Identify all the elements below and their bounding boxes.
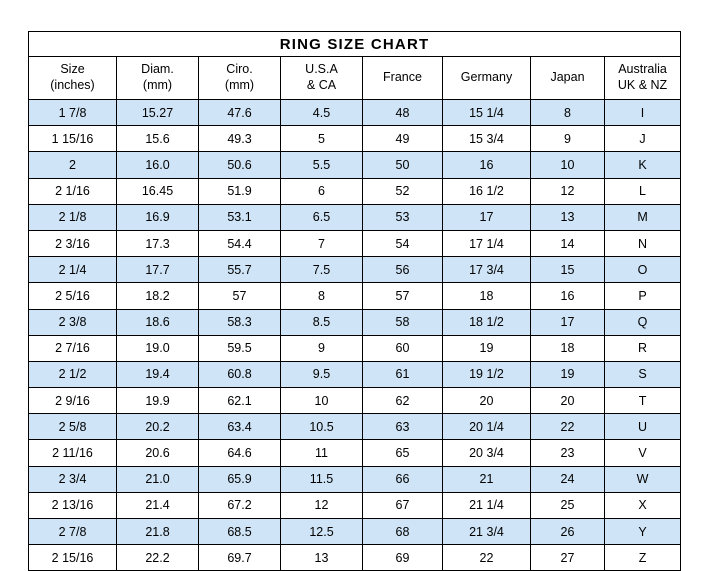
cell-circumference: 65.9 — [199, 466, 281, 492]
cell-japan: 20 — [531, 388, 605, 414]
cell-usa-ca: 9 — [281, 335, 363, 361]
table-title-row — [29, 32, 681, 57]
cell-circumference: 67.2 — [199, 492, 281, 518]
cell-usa-ca: 11 — [281, 440, 363, 466]
cell-diameter: 19.9 — [117, 388, 199, 414]
column-header-circumference-line2: (mm) — [224, 78, 255, 92]
cell-france: 67 — [363, 492, 443, 518]
ring-size-table — [28, 31, 681, 571]
cell-size: 2 — [29, 152, 117, 178]
cell-usa-ca: 6 — [281, 178, 363, 204]
cell-germany: 15 1/4 — [443, 100, 531, 126]
cell-diameter: 19.4 — [117, 361, 199, 387]
cell-diameter: 16.9 — [117, 204, 199, 230]
table-row — [29, 466, 681, 492]
table-row — [29, 388, 681, 414]
table-row — [29, 257, 681, 283]
cell-australia-uk-nz: S — [605, 361, 681, 387]
table-row — [29, 230, 681, 256]
cell-australia-uk-nz: Z — [605, 545, 681, 571]
cell-size: 2 1/16 — [29, 178, 117, 204]
cell-japan: 12 — [531, 178, 605, 204]
cell-circumference: 58.3 — [199, 309, 281, 335]
cell-diameter: 22.2 — [117, 545, 199, 571]
cell-france: 58 — [363, 309, 443, 335]
cell-usa-ca: 4.5 — [281, 100, 363, 126]
cell-circumference: 69.7 — [199, 545, 281, 571]
cell-diameter: 20.2 — [117, 414, 199, 440]
cell-japan: 24 — [531, 466, 605, 492]
cell-diameter: 21.0 — [117, 466, 199, 492]
cell-japan: 25 — [531, 492, 605, 518]
cell-france: 52 — [363, 178, 443, 204]
cell-japan: 19 — [531, 361, 605, 387]
cell-australia-uk-nz: V — [605, 440, 681, 466]
cell-germany: 19 — [443, 335, 531, 361]
cell-circumference: 57 — [199, 283, 281, 309]
table-row — [29, 361, 681, 387]
cell-circumference: 53.1 — [199, 204, 281, 230]
cell-france: 48 — [363, 100, 443, 126]
cell-circumference: 50.6 — [199, 152, 281, 178]
cell-circumference: 47.6 — [199, 100, 281, 126]
cell-diameter: 20.6 — [117, 440, 199, 466]
cell-france: 66 — [363, 466, 443, 492]
cell-size: 2 7/16 — [29, 335, 117, 361]
cell-australia-uk-nz: Q — [605, 309, 681, 335]
cell-usa-ca: 10 — [281, 388, 363, 414]
cell-australia-uk-nz: X — [605, 492, 681, 518]
table-row — [29, 283, 681, 309]
cell-japan: 9 — [531, 126, 605, 152]
cell-australia-uk-nz: N — [605, 230, 681, 256]
cell-usa-ca: 12.5 — [281, 519, 363, 545]
cell-germany: 17 1/4 — [443, 230, 531, 256]
column-header-diameter — [117, 57, 199, 100]
cell-australia-uk-nz: M — [605, 204, 681, 230]
chart-title: RING SIZE CHART — [29, 32, 681, 57]
column-header-usa-ca-line2: & CA — [306, 78, 337, 92]
cell-usa-ca: 6.5 — [281, 204, 363, 230]
cell-japan: 15 — [531, 257, 605, 283]
cell-size: 2 5/8 — [29, 414, 117, 440]
cell-australia-uk-nz: U — [605, 414, 681, 440]
table-row — [29, 492, 681, 518]
cell-circumference: 64.6 — [199, 440, 281, 466]
cell-france: 60 — [363, 335, 443, 361]
cell-japan: 27 — [531, 545, 605, 571]
cell-japan: 22 — [531, 414, 605, 440]
cell-size: 2 1/4 — [29, 257, 117, 283]
cell-diameter: 21.8 — [117, 519, 199, 545]
cell-size: 2 1/2 — [29, 361, 117, 387]
table-row — [29, 335, 681, 361]
cell-size: 1 15/16 — [29, 126, 117, 152]
table-row — [29, 152, 681, 178]
column-header-germany-line1: Germany — [460, 70, 513, 85]
cell-australia-uk-nz: W — [605, 466, 681, 492]
cell-size: 2 5/16 — [29, 283, 117, 309]
cell-size: 2 11/16 — [29, 440, 117, 466]
cell-germany: 21 — [443, 466, 531, 492]
cell-usa-ca: 9.5 — [281, 361, 363, 387]
cell-usa-ca: 12 — [281, 492, 363, 518]
cell-usa-ca: 10.5 — [281, 414, 363, 440]
cell-germany: 17 3/4 — [443, 257, 531, 283]
cell-size: 2 7/8 — [29, 519, 117, 545]
column-header-australia-line2: UK & NZ — [617, 78, 668, 92]
cell-diameter: 15.6 — [117, 126, 199, 152]
table-row — [29, 519, 681, 545]
cell-diameter: 17.3 — [117, 230, 199, 256]
cell-germany: 18 — [443, 283, 531, 309]
cell-france: 50 — [363, 152, 443, 178]
cell-australia-uk-nz: P — [605, 283, 681, 309]
cell-diameter: 18.2 — [117, 283, 199, 309]
cell-australia-uk-nz: K — [605, 152, 681, 178]
cell-japan: 8 — [531, 100, 605, 126]
cell-circumference: 51.9 — [199, 178, 281, 204]
column-header-france — [363, 57, 443, 100]
cell-germany: 22 — [443, 545, 531, 571]
ring-size-chart — [28, 31, 680, 565]
cell-diameter: 18.6 — [117, 309, 199, 335]
cell-australia-uk-nz: Y — [605, 519, 681, 545]
table-row — [29, 309, 681, 335]
cell-france: 49 — [363, 126, 443, 152]
table-row — [29, 178, 681, 204]
cell-diameter: 17.7 — [117, 257, 199, 283]
cell-usa-ca: 5.5 — [281, 152, 363, 178]
cell-japan: 26 — [531, 519, 605, 545]
cell-size: 2 15/16 — [29, 545, 117, 571]
cell-france: 56 — [363, 257, 443, 283]
cell-diameter: 16.45 — [117, 178, 199, 204]
cell-japan: 14 — [531, 230, 605, 256]
column-header-size-line2: (inches) — [50, 78, 95, 92]
cell-usa-ca: 8 — [281, 283, 363, 309]
cell-usa-ca: 8.5 — [281, 309, 363, 335]
column-header-australia-line1: Australia — [618, 62, 667, 77]
column-header-japan-line1: Japan — [550, 70, 585, 85]
cell-japan: 18 — [531, 335, 605, 361]
cell-france: 62 — [363, 388, 443, 414]
cell-usa-ca: 5 — [281, 126, 363, 152]
column-header-size-line1: Size — [60, 62, 85, 77]
column-header-circumference-line1: Ciro. — [226, 62, 253, 77]
cell-australia-uk-nz: T — [605, 388, 681, 414]
cell-germany: 18 1/2 — [443, 309, 531, 335]
cell-usa-ca: 13 — [281, 545, 363, 571]
cell-australia-uk-nz: J — [605, 126, 681, 152]
column-header-germany — [443, 57, 531, 100]
cell-circumference: 49.3 — [199, 126, 281, 152]
cell-japan: 13 — [531, 204, 605, 230]
cell-japan: 17 — [531, 309, 605, 335]
cell-usa-ca: 7.5 — [281, 257, 363, 283]
cell-germany: 21 3/4 — [443, 519, 531, 545]
cell-germany: 16 — [443, 152, 531, 178]
cell-australia-uk-nz: R — [605, 335, 681, 361]
cell-france: 61 — [363, 361, 443, 387]
cell-circumference: 68.5 — [199, 519, 281, 545]
column-header-usa-ca-line1: U.S.A — [305, 62, 338, 77]
column-header-diameter-line1: Diam. — [141, 62, 174, 77]
table-row — [29, 126, 681, 152]
cell-diameter: 15.27 — [117, 100, 199, 126]
cell-germany: 20 — [443, 388, 531, 414]
cell-germany: 21 1/4 — [443, 492, 531, 518]
cell-japan: 10 — [531, 152, 605, 178]
cell-size: 1 7/8 — [29, 100, 117, 126]
cell-size: 2 3/4 — [29, 466, 117, 492]
cell-circumference: 60.8 — [199, 361, 281, 387]
cell-australia-uk-nz: L — [605, 178, 681, 204]
cell-usa-ca: 11.5 — [281, 466, 363, 492]
cell-germany: 15 3/4 — [443, 126, 531, 152]
cell-france: 57 — [363, 283, 443, 309]
cell-france: 63 — [363, 414, 443, 440]
table-body — [29, 32, 681, 571]
cell-diameter: 21.4 — [117, 492, 199, 518]
column-header-france-line1: France — [383, 70, 422, 85]
cell-diameter: 16.0 — [117, 152, 199, 178]
cell-size: 2 13/16 — [29, 492, 117, 518]
cell-japan: 16 — [531, 283, 605, 309]
column-header-size — [29, 57, 117, 100]
cell-germany: 20 1/4 — [443, 414, 531, 440]
cell-size: 2 1/8 — [29, 204, 117, 230]
cell-size: 2 9/16 — [29, 388, 117, 414]
cell-australia-uk-nz: I — [605, 100, 681, 126]
column-header-japan — [531, 57, 605, 100]
cell-france: 53 — [363, 204, 443, 230]
cell-france: 68 — [363, 519, 443, 545]
table-row — [29, 414, 681, 440]
cell-size: 2 3/8 — [29, 309, 117, 335]
column-header-circumference — [199, 57, 281, 100]
cell-circumference: 62.1 — [199, 388, 281, 414]
cell-france: 54 — [363, 230, 443, 256]
cell-size: 2 3/16 — [29, 230, 117, 256]
table-row — [29, 204, 681, 230]
table-header-row — [29, 57, 681, 100]
cell-japan: 23 — [531, 440, 605, 466]
cell-circumference: 63.4 — [199, 414, 281, 440]
cell-circumference: 55.7 — [199, 257, 281, 283]
table-row — [29, 100, 681, 126]
cell-france: 69 — [363, 545, 443, 571]
table-row — [29, 440, 681, 466]
cell-germany: 19 1/2 — [443, 361, 531, 387]
cell-diameter: 19.0 — [117, 335, 199, 361]
column-header-diameter-line2: (mm) — [142, 78, 173, 92]
column-header-usa-ca — [281, 57, 363, 100]
column-header-australia-uk-nz — [605, 57, 681, 100]
cell-circumference: 59.5 — [199, 335, 281, 361]
cell-germany: 20 3/4 — [443, 440, 531, 466]
cell-australia-uk-nz: O — [605, 257, 681, 283]
cell-germany: 16 1/2 — [443, 178, 531, 204]
cell-circumference: 54.4 — [199, 230, 281, 256]
cell-usa-ca: 7 — [281, 230, 363, 256]
cell-france: 65 — [363, 440, 443, 466]
cell-germany: 17 — [443, 204, 531, 230]
